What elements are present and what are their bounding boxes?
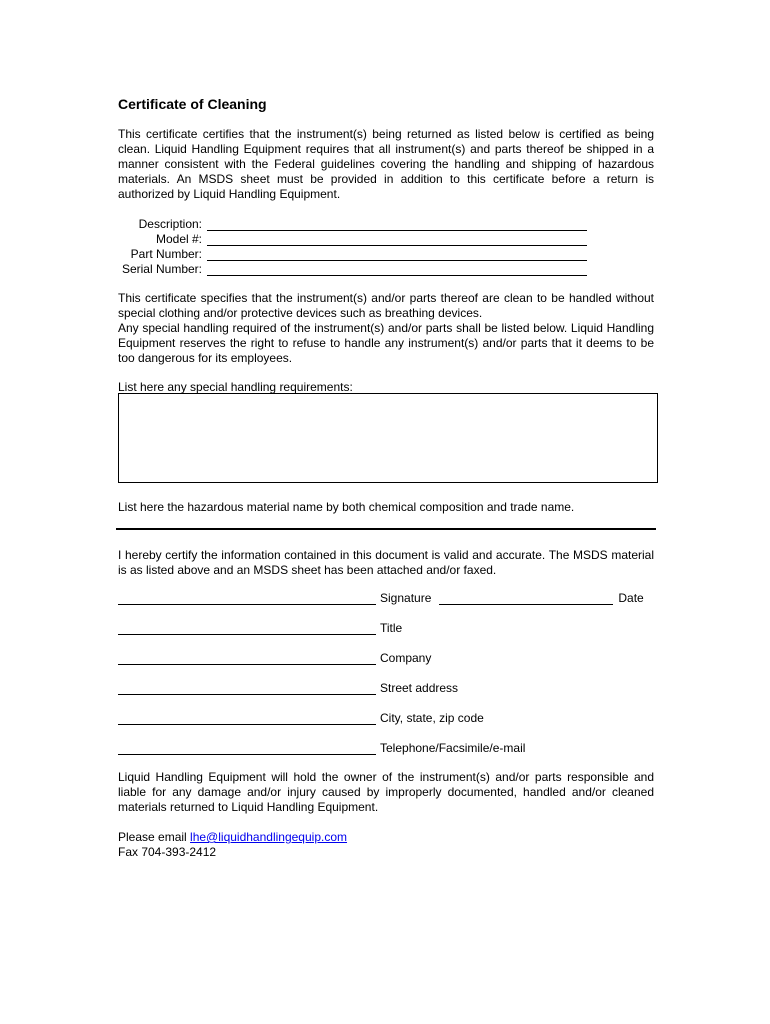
email-line [118, 830, 347, 845]
section-divider [116, 528, 656, 530]
special-handling-paragraph: Any special handling required of the instrument(s) and/or parts shall be listed below. Liquid Handling Equipment reserves the right to refuse to handle any instrument(s) and/or parts that it deems to be too dangerous for its employees. [118, 321, 654, 365]
hazard-material-label: List here the hazardous material name by both chemical composition and trade name. [118, 500, 575, 514]
street-field[interactable] [118, 683, 376, 695]
model-field[interactable] [207, 234, 587, 246]
company-label: Company [380, 651, 432, 665]
signature-row [118, 590, 658, 605]
serial-number-row [118, 261, 588, 276]
phone-label: Telephone/Facsimile/e-mail [380, 741, 526, 755]
date-label: Date [618, 591, 644, 605]
company-field[interactable] [118, 653, 376, 665]
date-field[interactable] [439, 593, 613, 605]
city-field[interactable] [118, 713, 376, 725]
special-handling-label: List here any special handling requirements: [118, 380, 353, 394]
description-row [118, 216, 588, 231]
title-label: Title [380, 621, 403, 635]
model-row [118, 231, 588, 246]
city-row [118, 710, 658, 725]
street-label: Street address [380, 681, 459, 695]
phone-row [118, 740, 658, 755]
page-title: Certificate of Cleaning [118, 96, 267, 112]
part-number-label: Part Number: [130, 247, 202, 261]
title-field[interactable] [118, 623, 376, 635]
title-row [118, 620, 658, 635]
description-label: Description: [138, 217, 202, 231]
fax-line: Fax 704-393-2412 [118, 845, 217, 859]
description-field[interactable] [207, 219, 587, 231]
model-label: Model #: [155, 232, 202, 246]
intro-paragraph: This certificate certifies that the instrument(s) being returned as listed below is certified as being clean. Liquid Handling Equipment requires that all instrument(s) and parts thereof be shipped in a manner consistent with the Federal guidelines covering the handling and shipping of hazardous materials. An MSDS sheet must be provided in addition to this certificate before a return is authorized by Liquid Handling Equipment. [118, 127, 654, 201]
company-row [118, 650, 658, 665]
part-number-field[interactable] [207, 249, 587, 261]
liability-paragraph: Liquid Handling Equipment will hold the owner of the instrument(s) and/or parts responsible and liable for any damage and/or injury caused by improperly documented, handled and/or cleaned materials returned to Liquid Handling Equipment. [118, 770, 654, 814]
email-prefix: Please email [118, 830, 191, 844]
instrument-fields [118, 216, 588, 276]
city-label: City, state, zip code [380, 711, 484, 725]
street-row [118, 680, 658, 695]
certificate-page [118, 96, 656, 859]
serial-number-label: Serial Number: [121, 262, 202, 276]
phone-field[interactable] [118, 743, 376, 755]
specifies-paragraph: This certificate specifies that the instrument(s) and/or parts thereof are clean to be handled without special clothing and/or protective devices such as breathing devices. [118, 291, 654, 320]
part-number-row [118, 246, 588, 261]
signature-label: Signature [380, 591, 432, 605]
specifies-block [118, 291, 654, 366]
contact-block [118, 830, 347, 860]
signature-field[interactable] [118, 593, 376, 605]
email-link[interactable]: lhe@liquidhandlingequip.com [190, 830, 348, 844]
certify-paragraph: I hereby certify the information contained in this document is valid and accurate. The MSDS material is as listed above and an MSDS sheet has been attached and/or faxed. [118, 548, 654, 577]
special-handling-box[interactable] [118, 393, 658, 483]
serial-number-field[interactable] [207, 264, 587, 276]
